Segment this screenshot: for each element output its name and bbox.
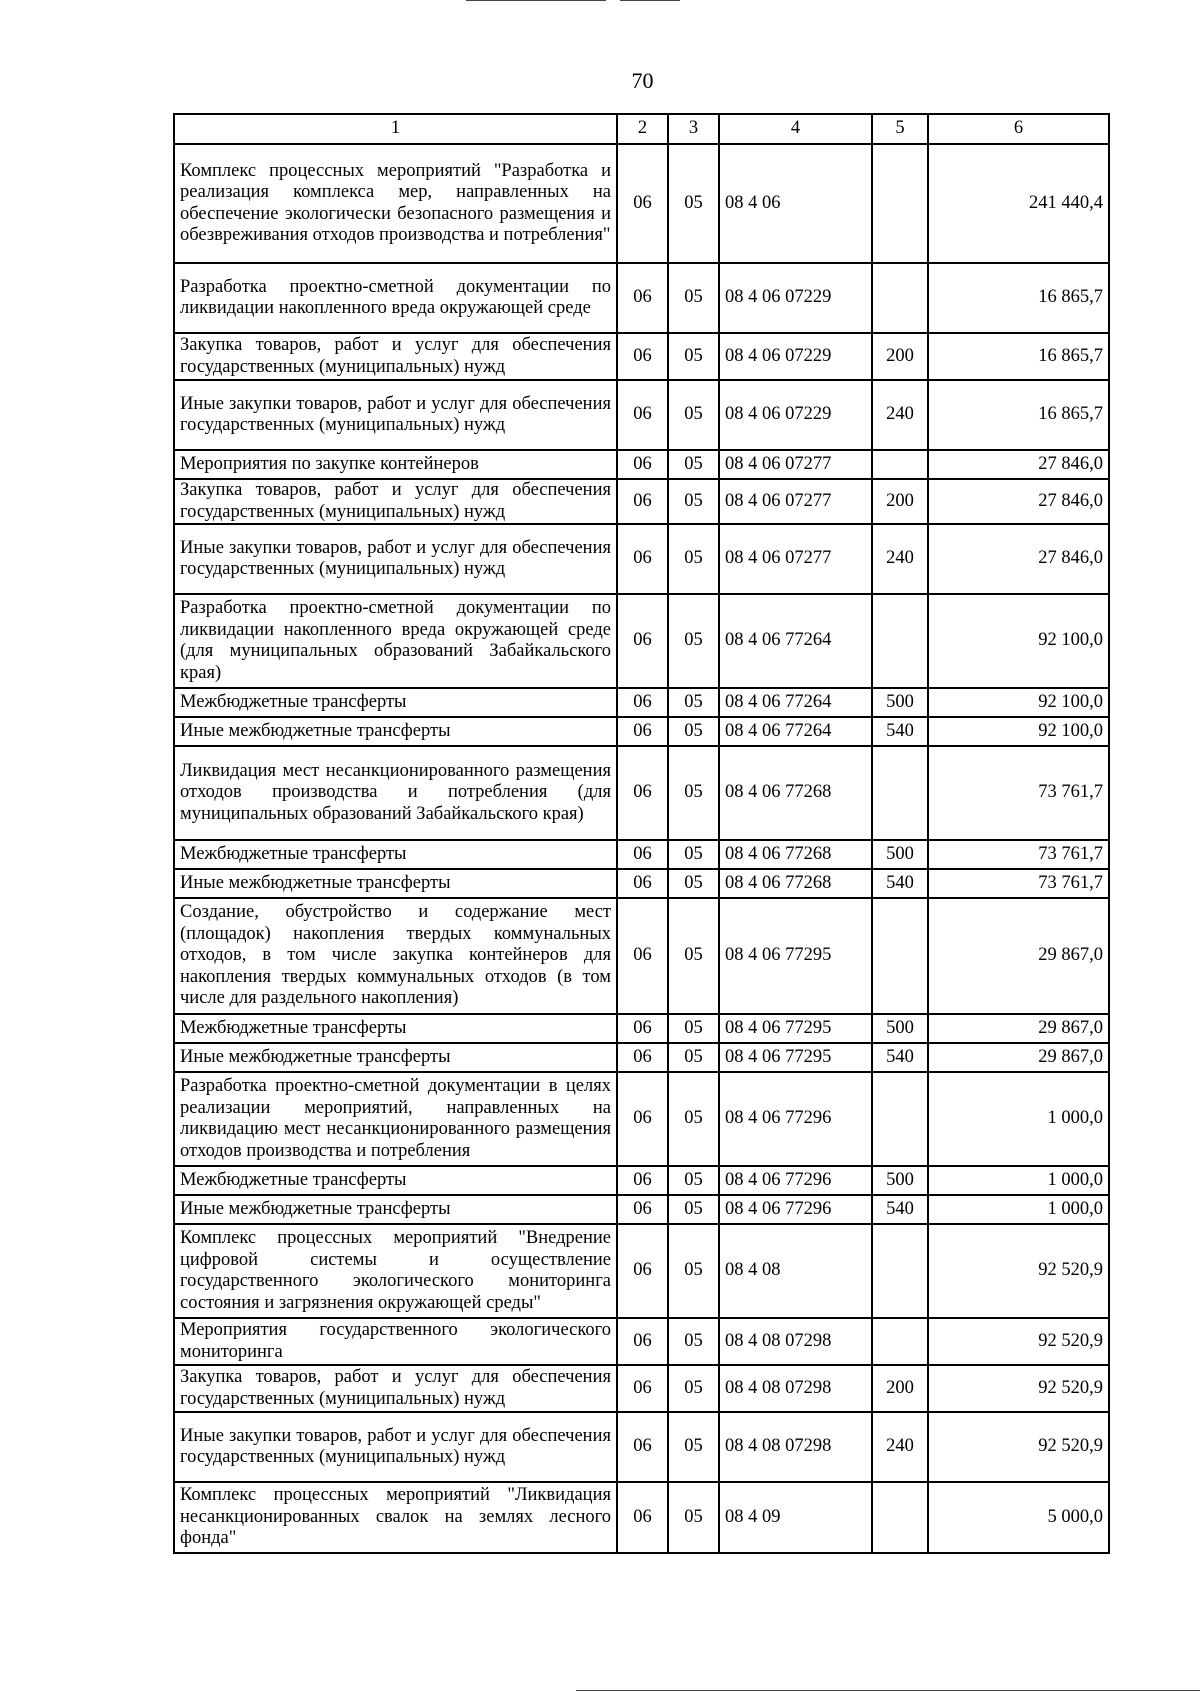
target-article-code: 08 4 06 77264: [719, 594, 872, 688]
section-code: 06: [617, 898, 668, 1014]
amount-value: 92 520,9: [928, 1412, 1109, 1482]
subsection-code: 05: [668, 1195, 719, 1224]
target-article-code: 08 4 06: [719, 144, 872, 263]
target-article-code: 08 4 06 77268: [719, 869, 872, 898]
expense-type-code: [872, 144, 928, 263]
expense-type-code: 500: [872, 688, 928, 717]
amount-value: 92 520,9: [928, 1318, 1109, 1365]
expense-type-code: 240: [872, 1412, 928, 1482]
expense-type-code: 540: [872, 1043, 928, 1072]
column-header: 6: [928, 114, 1109, 144]
table-row: [174, 1195, 1109, 1224]
amount-value: 16 865,7: [928, 380, 1109, 450]
expense-type-code: [872, 1318, 928, 1365]
amount-value: 29 867,0: [928, 1014, 1109, 1043]
amount-value: 16 865,7: [928, 263, 1109, 333]
expense-type-code: [872, 263, 928, 333]
section-code: 06: [617, 479, 668, 524]
section-code: 06: [617, 1166, 668, 1195]
row-description: Межбюджетные трансферты: [174, 1014, 617, 1043]
column-header: 5: [872, 114, 928, 144]
table-row: [174, 688, 1109, 717]
target-article-code: 08 4 06 77296: [719, 1195, 872, 1224]
amount-value: 1 000,0: [928, 1166, 1109, 1195]
table-row: [174, 717, 1109, 746]
section-code: 06: [617, 717, 668, 746]
target-article-code: 08 4 09: [719, 1482, 872, 1553]
table-row: [174, 869, 1109, 898]
section-code: 06: [617, 1224, 668, 1318]
table-row: [174, 1365, 1109, 1412]
section-code: 06: [617, 1318, 668, 1365]
column-header: 1: [174, 114, 617, 144]
table-row: [174, 1014, 1109, 1043]
table-row: [174, 450, 1109, 479]
subsection-code: 05: [668, 594, 719, 688]
expense-type-code: 200: [872, 479, 928, 524]
scan-artifact: [466, 0, 606, 1]
section-code: 06: [617, 1482, 668, 1553]
scan-artifact: [620, 0, 680, 1]
amount-value: 92 520,9: [928, 1224, 1109, 1318]
subsection-code: 05: [668, 1412, 719, 1482]
expense-type-code: [872, 594, 928, 688]
row-description: Разработка проектно-сметной документации по ликвидации накопленного вреда окружающей среде: [174, 263, 617, 333]
target-article-code: 08 4 06 07277: [719, 479, 872, 524]
row-description: Межбюджетные трансферты: [174, 840, 617, 869]
target-article-code: 08 4 06 77295: [719, 1014, 872, 1043]
table-row: [174, 1224, 1109, 1318]
table-row: [174, 1166, 1109, 1195]
expense-type-code: 500: [872, 1166, 928, 1195]
amount-value: 73 761,7: [928, 746, 1109, 840]
expense-type-code: 540: [872, 869, 928, 898]
row-description: Иные закупки товаров, работ и услуг для обеспечения государственных (муниципальных) нужд: [174, 524, 617, 594]
column-header: 4: [719, 114, 872, 144]
expense-type-code: [872, 1482, 928, 1553]
section-code: 06: [617, 1412, 668, 1482]
row-description: Межбюджетные трансферты: [174, 688, 617, 717]
subsection-code: 05: [668, 1482, 719, 1553]
amount-value: 27 846,0: [928, 524, 1109, 594]
row-description: Иные межбюджетные трансферты: [174, 1195, 617, 1224]
section-code: 06: [617, 688, 668, 717]
subsection-code: 05: [668, 1224, 719, 1318]
expense-type-code: [872, 1072, 928, 1166]
table-row: [174, 1482, 1109, 1553]
row-description: Иные закупки товаров, работ и услуг для обеспечения государственных (муниципальных) нужд: [174, 380, 617, 450]
section-code: 06: [617, 1365, 668, 1412]
table-row: [174, 479, 1109, 524]
subsection-code: 05: [668, 1014, 719, 1043]
expense-type-code: [872, 450, 928, 479]
budget-table: [173, 113, 1110, 1554]
subsection-code: 05: [668, 1072, 719, 1166]
table-row: [174, 524, 1109, 594]
expense-type-code: [872, 898, 928, 1014]
row-description: Комплекс процессных мероприятий "Ликвидация несанкционированных свалок на землях лесного фонда": [174, 1482, 617, 1553]
table-row: [174, 746, 1109, 840]
target-article-code: 08 4 06 07229: [719, 333, 872, 380]
row-description: Закупка товаров, работ и услуг для обеспечения государственных (муниципальных) нужд: [174, 1365, 617, 1412]
target-article-code: 08 4 06 77295: [719, 1043, 872, 1072]
expense-type-code: 540: [872, 717, 928, 746]
table-row: [174, 1072, 1109, 1166]
expense-type-code: 200: [872, 333, 928, 380]
subsection-code: 05: [668, 1043, 719, 1072]
section-code: 06: [617, 380, 668, 450]
target-article-code: 08 4 08 07298: [719, 1318, 872, 1365]
section-code: 06: [617, 594, 668, 688]
section-code: 06: [617, 1014, 668, 1043]
subsection-code: 05: [668, 869, 719, 898]
column-header: 2: [617, 114, 668, 144]
subsection-code: 05: [668, 840, 719, 869]
subsection-code: 05: [668, 263, 719, 333]
subsection-code: 05: [668, 333, 719, 380]
section-code: 06: [617, 840, 668, 869]
row-description: Мероприятия государственного экологического мониторинга: [174, 1318, 617, 1365]
row-description: Мероприятия по закупке контейнеров: [174, 450, 617, 479]
subsection-code: 05: [668, 746, 719, 840]
expense-type-code: [872, 746, 928, 840]
amount-value: 73 761,7: [928, 840, 1109, 869]
section-code: 06: [617, 746, 668, 840]
amount-value: 73 761,7: [928, 869, 1109, 898]
section-code: 06: [617, 1043, 668, 1072]
page-number: 70: [631, 68, 654, 93]
subsection-code: 05: [668, 1318, 719, 1365]
row-description: Ликвидация мест несанкционированного размещения отходов производства и потребления (для муниципальных образований Забайкальского края): [174, 746, 617, 840]
expense-type-code: 500: [872, 840, 928, 869]
table-row: [174, 1318, 1109, 1365]
target-article-code: 08 4 06 77295: [719, 898, 872, 1014]
row-description: Иные межбюджетные трансферты: [174, 717, 617, 746]
row-description: Комплекс процессных мероприятий "Внедрение цифровой системы и осуществление государственного экологического мониторинга состояния и загрязнения окружающей среды": [174, 1224, 617, 1318]
subsection-code: 05: [668, 380, 719, 450]
subsection-code: 05: [668, 450, 719, 479]
expense-type-code: 240: [872, 380, 928, 450]
expense-type-code: [872, 1224, 928, 1318]
column-header: 3: [668, 114, 719, 144]
subsection-code: 05: [668, 717, 719, 746]
target-article-code: 08 4 06 07277: [719, 524, 872, 594]
amount-value: 92 100,0: [928, 594, 1109, 688]
target-article-code: 08 4 06 07277: [719, 450, 872, 479]
amount-value: 27 846,0: [928, 450, 1109, 479]
scan-artifact: [576, 1690, 1200, 1691]
row-description: Закупка товаров, работ и услуг для обеспечения государственных (муниципальных) нужд: [174, 333, 617, 380]
row-description: Закупка товаров, работ и услуг для обеспечения государственных (муниципальных) нужд: [174, 479, 617, 524]
table-row: [174, 333, 1109, 380]
section-code: 06: [617, 869, 668, 898]
target-article-code: 08 4 08 07298: [719, 1365, 872, 1412]
target-article-code: 08 4 06 77264: [719, 717, 872, 746]
table-row: [174, 1043, 1109, 1072]
table-row: [174, 263, 1109, 333]
section-code: 06: [617, 144, 668, 263]
row-description: Иные межбюджетные трансферты: [174, 869, 617, 898]
amount-value: 5 000,0: [928, 1482, 1109, 1553]
expense-type-code: 540: [872, 1195, 928, 1224]
amount-value: 92 520,9: [928, 1365, 1109, 1412]
section-code: 06: [617, 450, 668, 479]
row-description: Разработка проектно-сметной документации по ликвидации накопленного вреда окружающей среде (для муниципальных образований Забайкальского края): [174, 594, 617, 688]
table-row: [174, 594, 1109, 688]
table-row: [174, 1412, 1109, 1482]
table-row: [174, 380, 1109, 450]
amount-value: 27 846,0: [928, 479, 1109, 524]
row-description: Иные межбюджетные трансферты: [174, 1043, 617, 1072]
section-code: 06: [617, 524, 668, 594]
amount-value: 29 867,0: [928, 898, 1109, 1014]
table-row: [174, 144, 1109, 263]
subsection-code: 05: [668, 524, 719, 594]
amount-value: 92 100,0: [928, 717, 1109, 746]
subsection-code: 05: [668, 688, 719, 717]
section-code: 06: [617, 263, 668, 333]
section-code: 06: [617, 1072, 668, 1166]
row-description: Разработка проектно-сметной документации в целях реализации мероприятий, направленных на ликвидацию мест несанкционированного размещения отходов производства и потребления: [174, 1072, 617, 1166]
target-article-code: 08 4 08: [719, 1224, 872, 1318]
row-description: Межбюджетные трансферты: [174, 1166, 617, 1195]
target-article-code: 08 4 06 77268: [719, 840, 872, 869]
target-article-code: 08 4 06 77268: [719, 746, 872, 840]
subsection-code: 05: [668, 1365, 719, 1412]
target-article-code: 08 4 06 77296: [719, 1166, 872, 1195]
row-description: Иные закупки товаров, работ и услуг для обеспечения государственных (муниципальных) нужд: [174, 1412, 617, 1482]
table-row: [174, 898, 1109, 1014]
amount-value: 1 000,0: [928, 1072, 1109, 1166]
subsection-code: 05: [668, 1166, 719, 1195]
expense-type-code: 240: [872, 524, 928, 594]
table-row: [174, 840, 1109, 869]
expense-type-code: 500: [872, 1014, 928, 1043]
amount-value: 29 867,0: [928, 1043, 1109, 1072]
target-article-code: 08 4 06 77296: [719, 1072, 872, 1166]
section-code: 06: [617, 1195, 668, 1224]
row-description: Комплекс процессных мероприятий "Разработка и реализация комплекса мер, направленных на обеспечение экологически безопасного размещения и обезвреживания отходов производства и потребления": [174, 144, 617, 263]
target-article-code: 08 4 06 07229: [719, 380, 872, 450]
amount-value: 16 865,7: [928, 333, 1109, 380]
section-code: 06: [617, 333, 668, 380]
expense-type-code: 200: [872, 1365, 928, 1412]
target-article-code: 08 4 06 77264: [719, 688, 872, 717]
amount-value: 92 100,0: [928, 688, 1109, 717]
target-article-code: 08 4 08 07298: [719, 1412, 872, 1482]
amount-value: 241 440,4: [928, 144, 1109, 263]
subsection-code: 05: [668, 479, 719, 524]
subsection-code: 05: [668, 144, 719, 263]
header-row: [174, 114, 1109, 144]
target-article-code: 08 4 06 07229: [719, 263, 872, 333]
amount-value: 1 000,0: [928, 1195, 1109, 1224]
row-description: Создание, обустройство и содержание мест (площадок) накопления твердых коммунальных отходов, в том числе закупка контейнеров для накопления твердых коммунальных отходов (в том числе для раздельного накопления): [174, 898, 617, 1014]
subsection-code: 05: [668, 898, 719, 1014]
